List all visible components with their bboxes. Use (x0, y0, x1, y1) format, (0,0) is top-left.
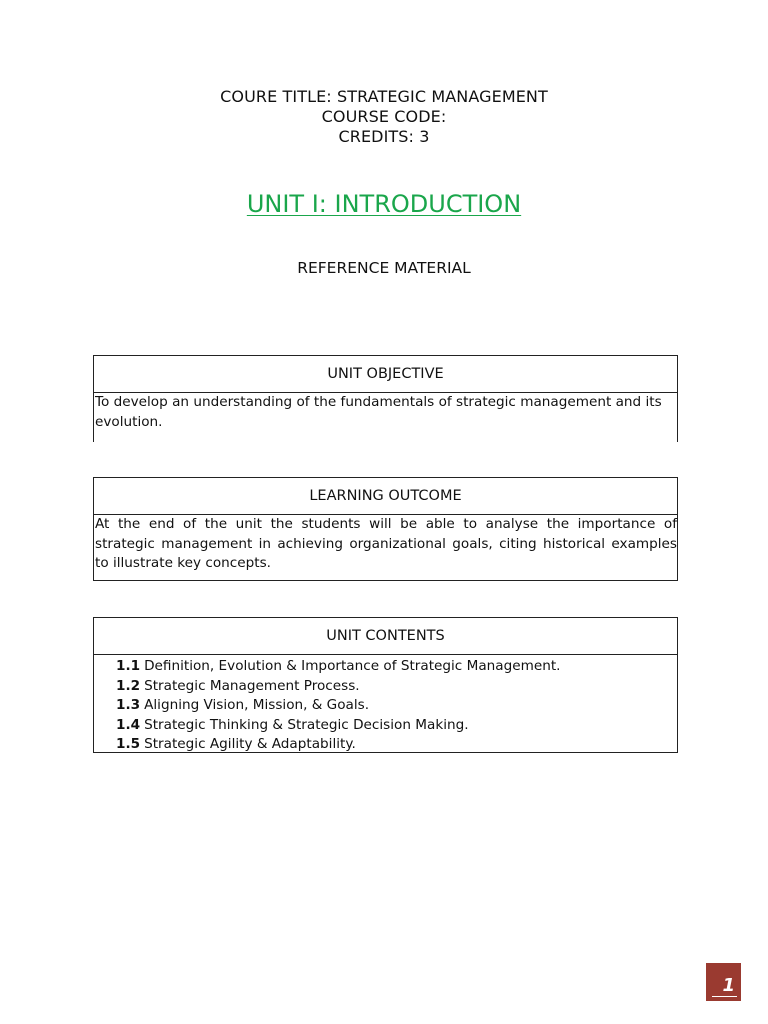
page-number: 1 (722, 975, 735, 996)
item-text: Aligning Vision, Mission, & Goals. (144, 697, 370, 713)
unit-contents-box (93, 617, 678, 753)
unit-contents-list (94, 655, 677, 759)
learning-outcome-text: At the end of the unit the students will be able to analyse the importance of strategic management in achieving organizational goals, citing historical examples to illustrate key concepts. (95, 516, 677, 571)
item-text: Strategic Thinking & Strategic Decision Making. (144, 716, 469, 733)
list-item (116, 735, 677, 755)
item-text: Definition, Evolution & Importance of Strategic Management. (144, 658, 561, 674)
course-title: COURE TITLE: STRATEGIC MANAGEMENT (220, 87, 548, 106)
list-item (116, 716, 677, 736)
course-credits: CREDITS: 3 (338, 127, 430, 146)
item-number: 1.1 (116, 658, 141, 674)
course-code: COURSE CODE: (321, 107, 447, 126)
list-item (116, 696, 677, 716)
reference-material-label: REFERENCE MATERIAL (297, 259, 471, 277)
item-number: 1.5 (116, 736, 141, 752)
item-number: 1.4 (116, 716, 141, 733)
item-text: Strategic Management Process. (144, 677, 360, 694)
unit-contents-title: UNIT CONTENTS (94, 618, 677, 655)
list-item (116, 677, 677, 697)
unit-objective-text: To develop an understanding of the fundamentals of strategic management and its evolution. (95, 394, 662, 430)
item-number: 1.2 (116, 677, 141, 694)
list-item (116, 657, 677, 677)
page-number-underline (712, 996, 737, 997)
unit-objective-box (93, 355, 678, 442)
item-number: 1.3 (116, 697, 141, 713)
page-number-badge (706, 963, 741, 1001)
unit-objective-title: UNIT OBJECTIVE (94, 356, 677, 393)
item-text: Strategic Agility & Adaptability. (144, 736, 356, 752)
learning-outcome-box (93, 477, 678, 581)
learning-outcome-title: LEARNING OUTCOME (94, 478, 677, 515)
unit-heading: UNIT I: INTRODUCTION (246, 190, 522, 218)
course-header (0, 87, 768, 147)
